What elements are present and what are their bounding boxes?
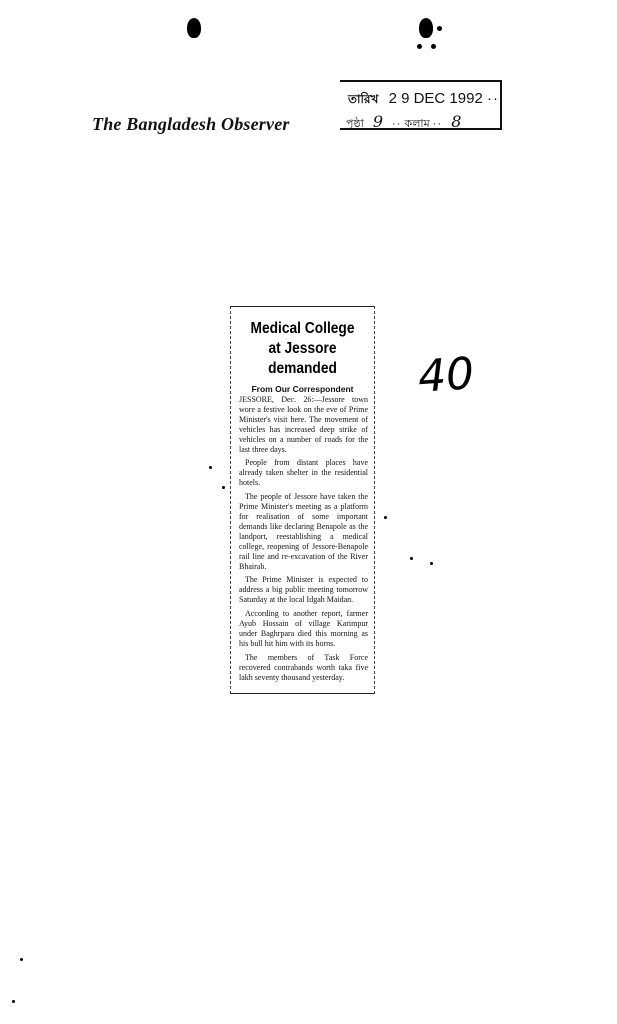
article-paragraph: According to another report, farmer Ayub Hossain of village Karimpur under Baghrpara died this morning as his bull hit him with its horns.: [239, 609, 368, 648]
headline-line-3: demanded: [268, 360, 337, 377]
stamp-page-handwritten: 9: [372, 112, 384, 131]
speck: [417, 44, 422, 49]
speck: [437, 26, 442, 31]
stamp-date-label: তারিখ: [348, 92, 379, 106]
stamp-column-label: কলাম: [404, 118, 430, 130]
scan-speck: [209, 466, 212, 469]
scan-speck: [20, 958, 23, 961]
article-body: [239, 395, 368, 686]
article-byline: From Our Correspondent: [251, 384, 354, 394]
scan-speck: [410, 557, 413, 560]
scan-speck: [384, 516, 387, 519]
article-paragraph: JESSORE, Dec. 26:—Jessore town wore a festive look on the eve of Prime Minister's visit here. The movement of vehicles has increased deep strike of vehicles on a number of roads for the last three days.: [239, 395, 368, 454]
article-paragraph: The people of Jessore have taken the Prime Minister's meeting as a platform for realisation of some important demands like declaring Benapole as the landport, reestablishing a medical college, reopening of Jessore-Benapole rail line and re-excavation of the River Bhairab.: [239, 492, 368, 571]
newspaper-clipping: [230, 306, 375, 694]
scan-speck: [12, 1000, 15, 1003]
article-headline: [241, 319, 364, 379]
newspaper-masthead: The Bangladesh Observer: [92, 114, 290, 134]
article-paragraph: The Prime Minister is expected to address a big public meeting tomorrow Saturday at the local Idgah Maidan.: [239, 575, 368, 605]
date-stamp: তারিখ 2 9 DEC 1992 ·· পৃষ্ঠা 9 ·· কলাম ·· 8: [340, 80, 502, 130]
scan-speck: [222, 486, 225, 489]
article-paragraph: People from distant places have already taken shelter in the residential hotels.: [239, 458, 368, 488]
stamp-page-label: পৃষ্ঠা: [346, 118, 364, 130]
headline-line-1: Medical College: [250, 320, 355, 337]
handwritten-page-number: 40: [416, 348, 476, 403]
scan-speck: [430, 562, 433, 565]
punch-hole-right: [419, 18, 433, 38]
article-paragraph: The members of Task Force recovered contrabands worth taka five lakh seventy thousand yesterday.: [239, 652, 368, 682]
speck: [431, 44, 436, 49]
stamp-column-handwritten: 8: [451, 112, 462, 131]
headline-line-2: at Jessore: [268, 340, 337, 357]
punch-hole-left: [187, 18, 201, 38]
stamp-date: 2 9 DEC 1992: [388, 90, 483, 107]
